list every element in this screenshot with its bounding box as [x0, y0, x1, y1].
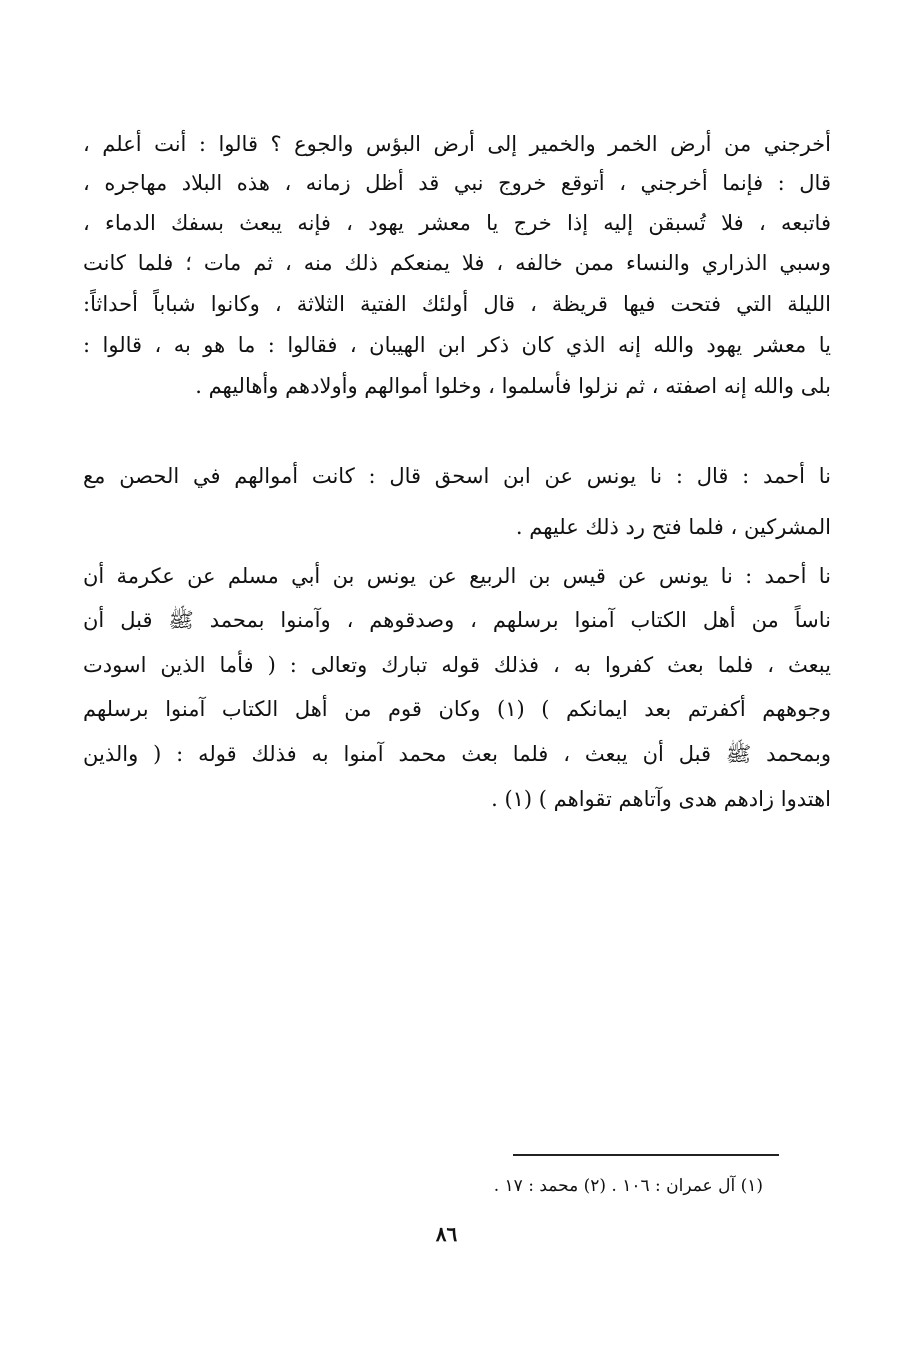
text-line: يبعث ، فلما بعث كفروا به ، فذلك قوله تبارك وتعالى : ( فأما الذين اسودت — [83, 653, 831, 677]
text-line: بلى والله إنه اصفته ، ثم نزلوا فأسلموا ، وخلوا أموالهم وأولادهم وأهاليهم . — [195, 374, 831, 398]
text-line: قال : فإنما أخرجني ، أتوقع خروج نبي قد أظل زمانه ، هذه البلاد مهاجره ، — [83, 171, 831, 195]
text-line: فاتبعه ، فلا تُسبقن إليه إذا خرج يا معشر يهود ، فإنه يبعث بسفك الدماء ، — [83, 211, 831, 235]
text-line: ناساً من أهل الكتاب آمنوا برسلهم ، وصدقوهم ، وآمنوا بمحمد ﷺ قبل أن — [83, 608, 831, 632]
text-line: وبمحمد ﷺ قبل أن يبعث ، فلما بعث محمد آمنوا به فذلك قوله : ( والذين — [83, 742, 831, 766]
text-line: نا أحمد : نا يونس عن قيس بن الربيع عن يونس بن أبي مسلم عن عكرمة أن — [83, 564, 831, 588]
footnote-divider — [513, 1154, 779, 1156]
text-line: نا أحمد : قال : نا يونس عن ابن اسحق قال : كانت أموالهم في الحصن مع — [83, 464, 831, 488]
page-number: ٨٦ — [435, 1222, 458, 1246]
text-line: الليلة التي فتحت فيها قريظة ، قال أولئك الفتية الثلاثة ، وكانوا شباباً أحداثاً: — [83, 292, 831, 316]
text-line: المشركين ، فلما فتح رد ذلك عليهم . — [515, 515, 831, 539]
text-line: يا معشر يهود والله إنه الذي كان ذكر ابن الهيبان ، فقالوا : ما هو به ، قالوا : — [83, 333, 831, 357]
text-line: أخرجني من أرض الخمر والخمير إلى أرض البؤس والجوع ؟ قالوا : أنت أعلم ، — [83, 132, 831, 156]
text-line: وجوههم أكفرتم بعد ايمانكم ) (١) وكان قوم من أهل الكتاب آمنوا برسلهم — [83, 697, 831, 721]
text-line: وسبي الذراري والنساء ممن خالفه ، فلا يمنعكم ذلك منه ، ثم مات ؛ فلما كانت — [83, 251, 831, 275]
footnote: (١) آل عمران : ١٠٦ . (٢) محمد : ١٧ . — [493, 1176, 763, 1196]
text-line: اهتدوا زادهم هدى وآتاهم تقواهم ) (١) . — [491, 787, 831, 811]
